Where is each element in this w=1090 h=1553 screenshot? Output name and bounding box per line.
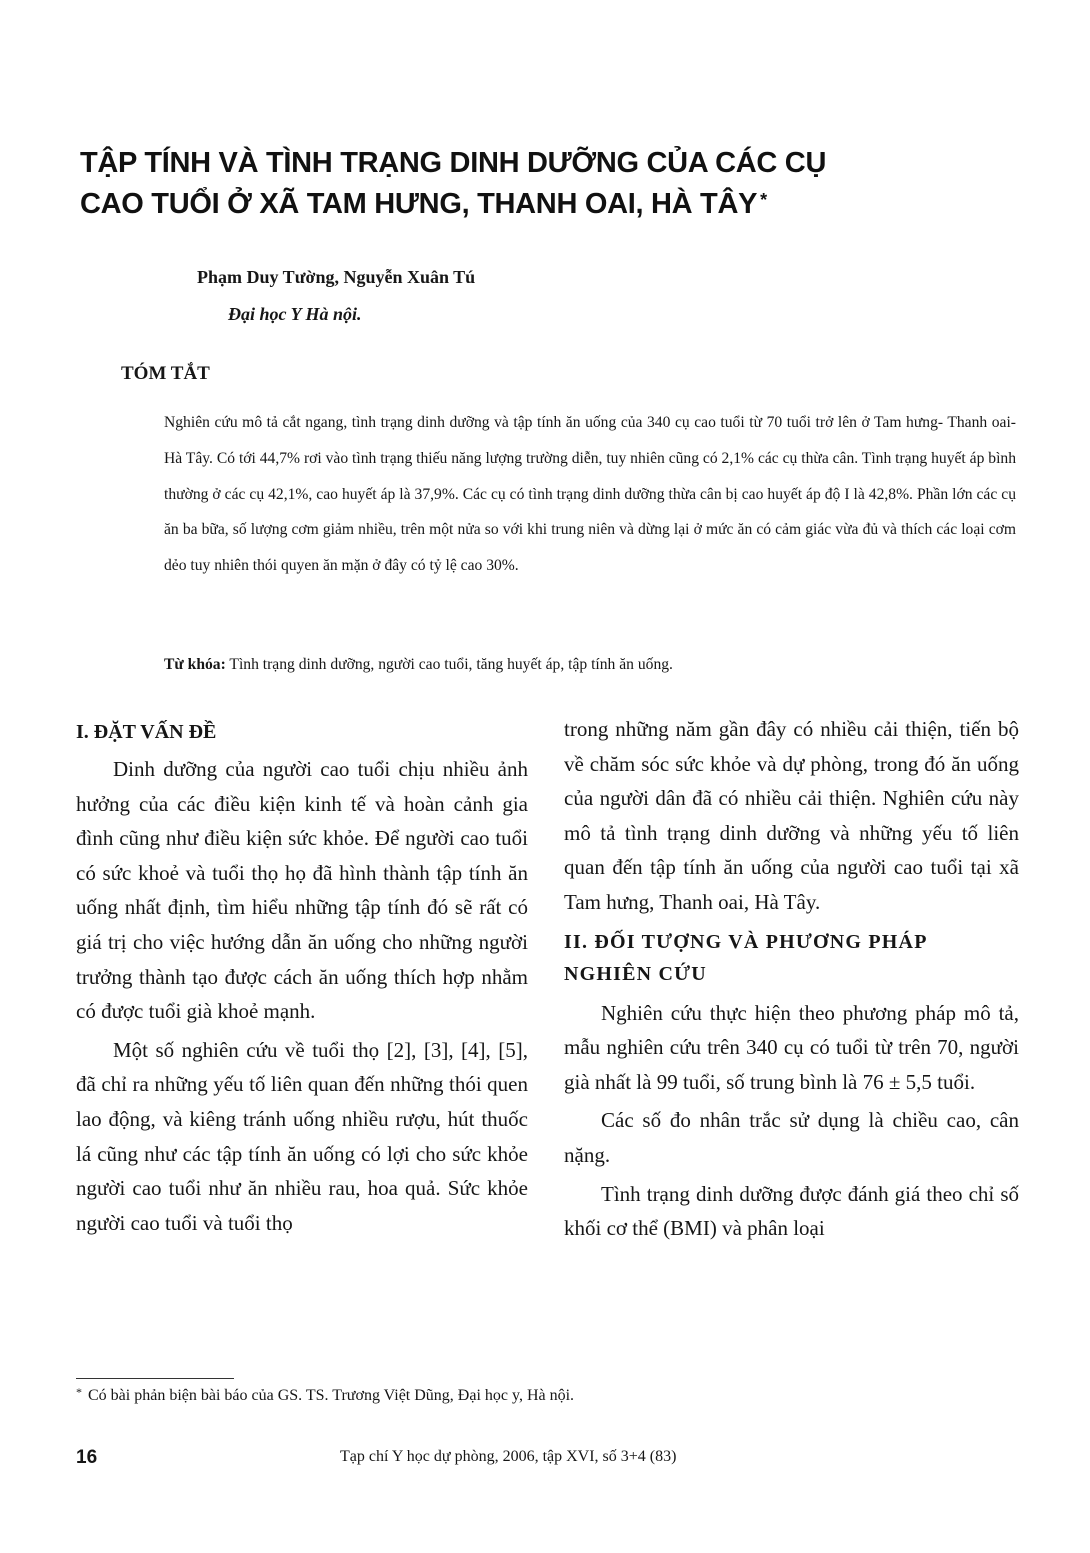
title-line-2-text: CAO TUỔI Ở XÃ TAM HƯNG, THANH OAI, HÀ TÂY bbox=[80, 188, 758, 220]
title-line-1: TẬP TÍNH VÀ TÌNH TRẠNG DINH DƯỠNG CỦA CÁC CỤ bbox=[80, 147, 827, 179]
page-number: 16 bbox=[76, 1447, 98, 1468]
section-1-heading: I. ĐẶT VẤN ĐỀ bbox=[76, 721, 217, 743]
keywords bbox=[164, 653, 1016, 677]
section-2-paragraph-1: Nghiên cứu thực hiện theo phương pháp mô tả, mẫu nghiên cứu trên 340 cụ có tuổi từ trên 70, người già nhất là 99 tuổi, số trung bình là 76 ± 5,5 tuổi. bbox=[564, 1000, 1019, 1094]
abstract-heading: TÓM TẮT bbox=[121, 363, 210, 384]
authors: Phạm Duy Tường, Nguyễn Xuân Tú bbox=[197, 267, 476, 287]
journal-info: Tạp chí Y học dự phòng, 2006, tập XVI, số 3+4 (83) bbox=[340, 1448, 677, 1465]
section-2-heading: II. ĐỐI TƯỢNG VÀ PHƯƠNG PHÁP NGHIÊN CỨU bbox=[564, 930, 927, 985]
keywords-text: Tình trạng dinh dưỡng, người cao tuổi, tăng huyết áp, tập tính ăn uống. bbox=[225, 656, 673, 673]
abstract-text: Nghiên cứu mô tả cắt ngang, tình trạng dinh dưỡng và tập tính ăn uống của 340 cụ cao tuổi từ 70 tuổi trở lên ở Tam hưng- Thanh oai- Hà Tây. Có tới 44,7% rơi vào tình trạng thiếu năng lượng trường diễn, tuy nhiên cũng có 2,1% các cụ thừa cân. Tình trạng huyết áp bình thường ở các cụ 42,1%, cao huyết áp là 37,9%. Các cụ có tình trạng dinh dưỡng thừa cân bị cao huyết áp độ I là 42,8%. Phần lớn các cụ ăn ba bữa, số lượng cơm giảm nhiều, trên một nửa so với khi trung niên và dừng lại ở mức ăn có cảm giác vừa đủ và thích các loại cơm dẻo tuy nhiên thói quyen ăn mặn ở đây có tỷ lệ cao 30%. bbox=[164, 414, 1016, 575]
section-1-paragraph-1: Dinh dưỡng của người cao tuổi chịu nhiều ảnh hưởng của các điều kiện kinh tế và hoàn cảnh gia đình cũng như điều kiện sức khỏe. Để người cao tuổi có sức khoẻ và tuổi thọ họ đã hình thành tập tính ăn uống nhất định, tìm hiểu những tập tính đó sẽ rất có giá trị cho việc hướng dẫn ăn uống cho những người trưởng thành tạo được cách ăn uống thích hợp nhằm có được tuổi già khoẻ mạnh. bbox=[76, 757, 528, 1024]
left-column bbox=[76, 716, 528, 1244]
section-2-paragraph-3: Tình trạng dinh dưỡng được đánh giá theo chỉ số khối cơ thể (BMI) và phân loại bbox=[564, 1181, 1019, 1241]
section-2-paragraph-2: Các số đo nhân trắc sử dụng là chiều cao, cân nặng. bbox=[564, 1108, 1019, 1167]
footnote-divider bbox=[76, 1378, 234, 1379]
paper-title bbox=[80, 143, 980, 225]
title-footnote-marker: * bbox=[760, 190, 767, 210]
title-line-2 bbox=[80, 184, 980, 225]
affiliation: Đại học Y Hà nội. bbox=[228, 304, 362, 324]
right-column bbox=[564, 712, 1019, 1250]
footnote-marker: * bbox=[76, 1385, 82, 1399]
section-1-paragraph-2: Một số nghiên cứu về tuổi thọ [2], [3], [4], [5], đã chỉ ra những yếu tố liên quan đến những thói quen lao động, và kiêng tránh uống nhiều rượu, hút thuốc lá cũng như các tập tính ăn uống có lợi cho sức khỏe người cao tuổi như ăn nhiều rau, hoa quả. Sức khỏe người cao tuổi và tuổi thọ bbox=[76, 1037, 528, 1235]
footnote-text: Có bài phản biện bài báo của GS. TS. Trương Việt Dũng, Đại học y, Hà nội. bbox=[88, 1387, 575, 1404]
keywords-label: Từ khóa: bbox=[164, 656, 226, 673]
section-1-paragraph-2-continued: trong những năm gần đây có nhiều cải thiện, tiến bộ về chăm sóc sức khỏe và dự phòng, trong đó ăn uống của người dân đã có nhiều cải thiện. Nghiên cứu này mô tả tình trạng dinh dưỡng và những yếu tố liên quan đến tập tính ăn uống của người cao tuổi tại xã Tam hưng, Thanh oai, Hà Tây. bbox=[564, 717, 1019, 914]
footnote bbox=[76, 1385, 574, 1407]
